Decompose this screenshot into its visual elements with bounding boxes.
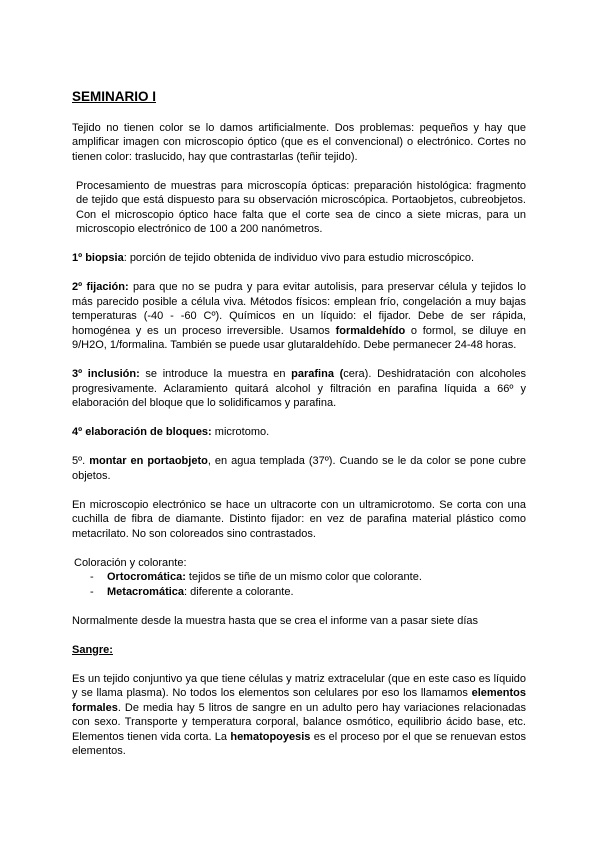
- processing-paragraph: Procesamiento de muestras para microscopía ópticas: preparación histológica: fragmento de tejido que está dispuesto para su observación microscópica. Portaobjetos, cubreobjetos. Con el microscopio óptico hace falta que el corte sea de cinco a siete micras, para un microscopio electrónico de 100 a 200 nanómetros.: [76, 179, 526, 235]
- step-montar-text: , en agua templada (37º). Cuando se le da color se pone cubre objetos.: [72, 455, 526, 482]
- sangre-text: Es un tejido conjuntivo ya que tiene células y matriz extracelular (que en este caso es líquido y se llama plasma). No todos los elementos son celulares por eso los llamamos: [72, 672, 526, 699]
- step-montar: [72, 454, 526, 483]
- list-item-label: Metacromática: [107, 585, 185, 598]
- step-montar-label: montar en portaobjeto: [89, 455, 208, 467]
- step-bloques: [72, 425, 526, 440]
- coloracion-list: [72, 570, 526, 599]
- coloracion-intro: Coloración y colorante:: [74, 556, 187, 569]
- informe-paragraph: Normalmente desde la muestra hasta que se crea el informe van a pasar siete días: [72, 614, 478, 627]
- step-biopsia-text: : porción de tejido obtenida de individuo vivo para estudio microscópico.: [123, 252, 475, 264]
- sangre-text-end: es el proceso por el que se renuevan estos elementos.: [72, 730, 526, 757]
- step-inclusion-bold: parafina (: [291, 368, 344, 380]
- list-item: [72, 570, 526, 585]
- step-inclusion-label: 3º inclusión:: [72, 368, 140, 380]
- list-item: [72, 585, 526, 600]
- sangre-bold-elementos: elementos formales: [72, 687, 526, 714]
- document-content: [72, 90, 526, 773]
- sangre-text-mid: . De media hay 5 litros de sangre en un adulto pero hay variaciones relacionadas con sexo. Transporte y temperatura corporal, balance osmótico, equilibrio ácido base, etc. Elementos tienen vida corta. La: [72, 701, 526, 743]
- step-bloques-label: 4º elaboración de bloques:: [72, 426, 212, 438]
- step-inclusion: [72, 367, 526, 411]
- section-heading-sangre: Sangre:: [72, 643, 113, 656]
- page-title: SEMINARIO I: [72, 89, 157, 104]
- list-item-text: : diferente a colorante.: [184, 585, 294, 598]
- intro-paragraph: Tejido no tienen color se lo damos artificialmente. Dos problemas: pequeños y hay que amplificar imagen con microscopio óptico (que es el convencional) o electrónico. Cortes no tienen color: traslucido, hay que contrastarlas (teñir tejido).: [72, 121, 526, 163]
- step-bloques-text: microtomo.: [211, 426, 270, 438]
- list-item-text: tejidos se tiñe de un mismo color que colorante.: [185, 571, 422, 583]
- step-fijacion-text: para que no se pudra y para evitar autolisis, para preservar célula y tejidos lo más parecido posible a célula viva. Métodos físicos: emplean frío, congelación a muy bajas temperaturas (-40 - -60 Cº). Químicos en un líquido: el fijador. Debe de ser rápida, homogénea y es un proceso irreversible. Usamos: [72, 281, 526, 337]
- step-biopsia-label: 1º biopsia: [72, 252, 124, 264]
- step-biopsia: [72, 251, 526, 266]
- list-item-label: Ortocromática:: [107, 571, 186, 583]
- step-montar-prefix: 5º.: [72, 455, 90, 467]
- step-inclusion-text-end: cera). Deshidratación con alcoholes progresivamente. Aclaramiento quitará alcohol y filtración en parafina líquida a 66º y elaboración del bloque que lo solidificamos y parafina.: [72, 368, 526, 409]
- sangre-paragraph: [72, 672, 526, 759]
- step-fijacion-bold: formaldehído: [335, 324, 406, 337]
- electron-paragraph: En microscopio electrónico se hace un ultracorte con un ultramicrotomo. Se corta con una cuchilla de fibra de diamante. Distinto fijador: en vez de parafina material plástico como metacrilato. No son coloreados sino contrastados.: [72, 498, 526, 540]
- step-fijacion-text-end: o formol, se diluye en 9/H2O, 1/formalina. También se puede usar glutaraldehído. Debe permanecer 24-48 horas.: [72, 324, 526, 351]
- sangre-bold-hematopoyesis: hematopoyesis: [230, 730, 311, 743]
- step-fijacion-label: 2º fijación:: [72, 281, 129, 293]
- step-fijacion: [72, 280, 526, 353]
- step-inclusion-text: se introduce la muestra en: [139, 368, 292, 380]
